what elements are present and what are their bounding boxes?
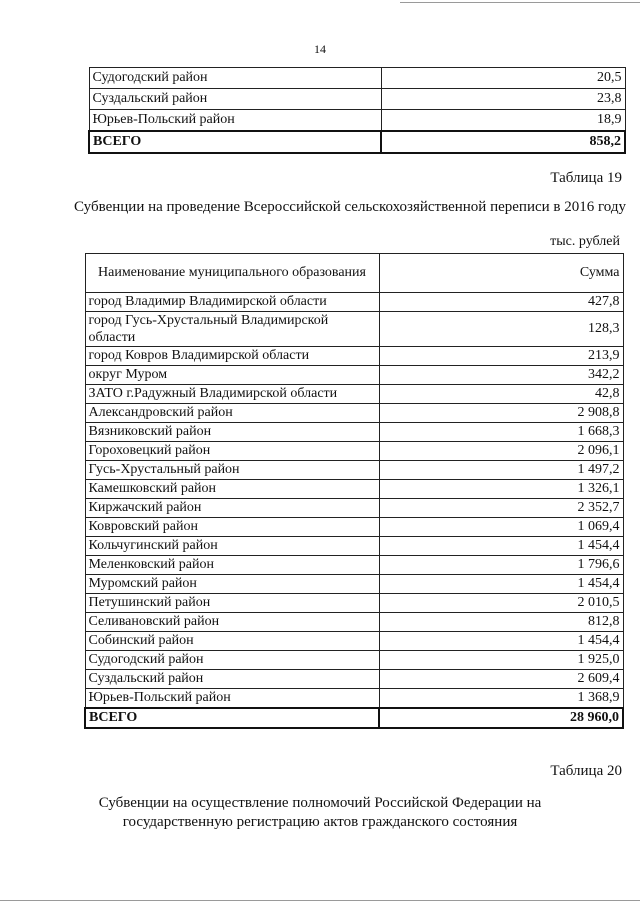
- page-number: 14: [314, 42, 326, 56]
- municipality-name: округ Муром: [85, 366, 379, 385]
- table-19-label: Таблица 19: [550, 170, 622, 186]
- table-header-row: [85, 254, 623, 293]
- municipality-name: Судогодский район: [85, 651, 379, 670]
- units-label: тыс. рублей: [550, 234, 620, 249]
- amount: 2 010,5: [379, 594, 623, 613]
- table-row: [89, 110, 625, 132]
- amount: 23,8: [381, 89, 625, 110]
- amount: 1 326,1: [379, 480, 623, 499]
- municipality-name: Вязниковский район: [85, 423, 379, 442]
- amount: 42,8: [379, 385, 623, 404]
- district-name: Судогодский район: [89, 68, 381, 89]
- municipality-name: Селивановский район: [85, 613, 379, 632]
- table-row: [85, 537, 623, 556]
- table-row: [85, 480, 623, 499]
- table-row: [85, 442, 623, 461]
- municipality-name: Киржачский район: [85, 499, 379, 518]
- municipality-name: город Гусь-Хрустальный Владимирской области: [85, 312, 379, 347]
- amount: 342,2: [379, 366, 623, 385]
- amount: 2 352,7: [379, 499, 623, 518]
- table-row: [85, 575, 623, 594]
- municipality-name: Кольчугинский район: [85, 537, 379, 556]
- table-row: [85, 461, 623, 480]
- table-row: [85, 594, 623, 613]
- municipality-name: Петушинский район: [85, 594, 379, 613]
- table-18-continued: [88, 67, 626, 154]
- table-row: [85, 385, 623, 404]
- scan-edge-bottom: [0, 900, 640, 901]
- amount: 812,8: [379, 613, 623, 632]
- amount: 2 096,1: [379, 442, 623, 461]
- table-row: [85, 689, 623, 709]
- amount: 427,8: [379, 293, 623, 312]
- table-row: [85, 632, 623, 651]
- table-row: [85, 347, 623, 366]
- amount: 2 908,8: [379, 404, 623, 423]
- table-row: [85, 556, 623, 575]
- table-row: [85, 423, 623, 442]
- amount: 1 454,4: [379, 537, 623, 556]
- municipality-name: Ковровский район: [85, 518, 379, 537]
- municipality-name: Гороховецкий район: [85, 442, 379, 461]
- municipality-name: Меленковский район: [85, 556, 379, 575]
- table-row: [85, 293, 623, 312]
- total-label: ВСЕГО: [89, 131, 381, 153]
- table-row: [89, 68, 625, 89]
- amount: 1 368,9: [379, 689, 623, 709]
- amount: 1 925,0: [379, 651, 623, 670]
- table-19: [84, 253, 624, 729]
- column-header-name: Наименование муниципального образования: [85, 254, 379, 293]
- table-row: [85, 651, 623, 670]
- total-label: ВСЕГО: [85, 708, 379, 728]
- municipality-name: город Владимир Владимирской области: [85, 293, 379, 312]
- municipality-name: Собинский район: [85, 632, 379, 651]
- amount: 18,9: [381, 110, 625, 132]
- amount: 20,5: [381, 68, 625, 89]
- municipality-name: Александровский район: [85, 404, 379, 423]
- table-row: [85, 613, 623, 632]
- table-row: [85, 366, 623, 385]
- table-19-title: Субвенции на проведение Всероссийской сельскохозяйственной переписи в 2016 году: [74, 199, 626, 215]
- municipality-name: город Ковров Владимирской области: [85, 347, 379, 366]
- district-name: Юрьев-Польский район: [89, 110, 381, 132]
- amount: 213,9: [379, 347, 623, 366]
- table-row: [89, 89, 625, 110]
- table-row: [85, 312, 623, 347]
- municipality-name: ЗАТО г.Радужный Владимирской области: [85, 385, 379, 404]
- total-row: [85, 708, 623, 728]
- column-header-sum: Сумма: [379, 254, 623, 293]
- table-row: [85, 670, 623, 689]
- amount: 2 609,4: [379, 670, 623, 689]
- table-row: [85, 499, 623, 518]
- amount: 1 497,2: [379, 461, 623, 480]
- total-row: [89, 131, 625, 153]
- table-20-title-line-2: государственную регистрацию актов гражданского состояния: [122, 814, 518, 830]
- table-row: [85, 518, 623, 537]
- municipality-name: Муромский район: [85, 575, 379, 594]
- table-20-title-line-1: Субвенции на осуществление полномочий Российской Федерации на: [98, 795, 542, 811]
- scan-edge-top: [400, 2, 640, 3]
- municipality-name: Гусь-Хрустальный район: [85, 461, 379, 480]
- amount: 1 069,4: [379, 518, 623, 537]
- district-name: Суздальский район: [89, 89, 381, 110]
- municipality-name: Камешковский район: [85, 480, 379, 499]
- amount: 1 796,6: [379, 556, 623, 575]
- municipality-name: Юрьев-Польский район: [85, 689, 379, 709]
- table-20-label: Таблица 20: [550, 763, 622, 779]
- amount: 1 454,4: [379, 575, 623, 594]
- amount: 128,3: [379, 312, 623, 347]
- total-amount: 28 960,0: [379, 708, 623, 728]
- amount: 1 668,3: [379, 423, 623, 442]
- total-amount: 858,2: [381, 131, 625, 153]
- municipality-name: Суздальский район: [85, 670, 379, 689]
- table-row: [85, 404, 623, 423]
- amount: 1 454,4: [379, 632, 623, 651]
